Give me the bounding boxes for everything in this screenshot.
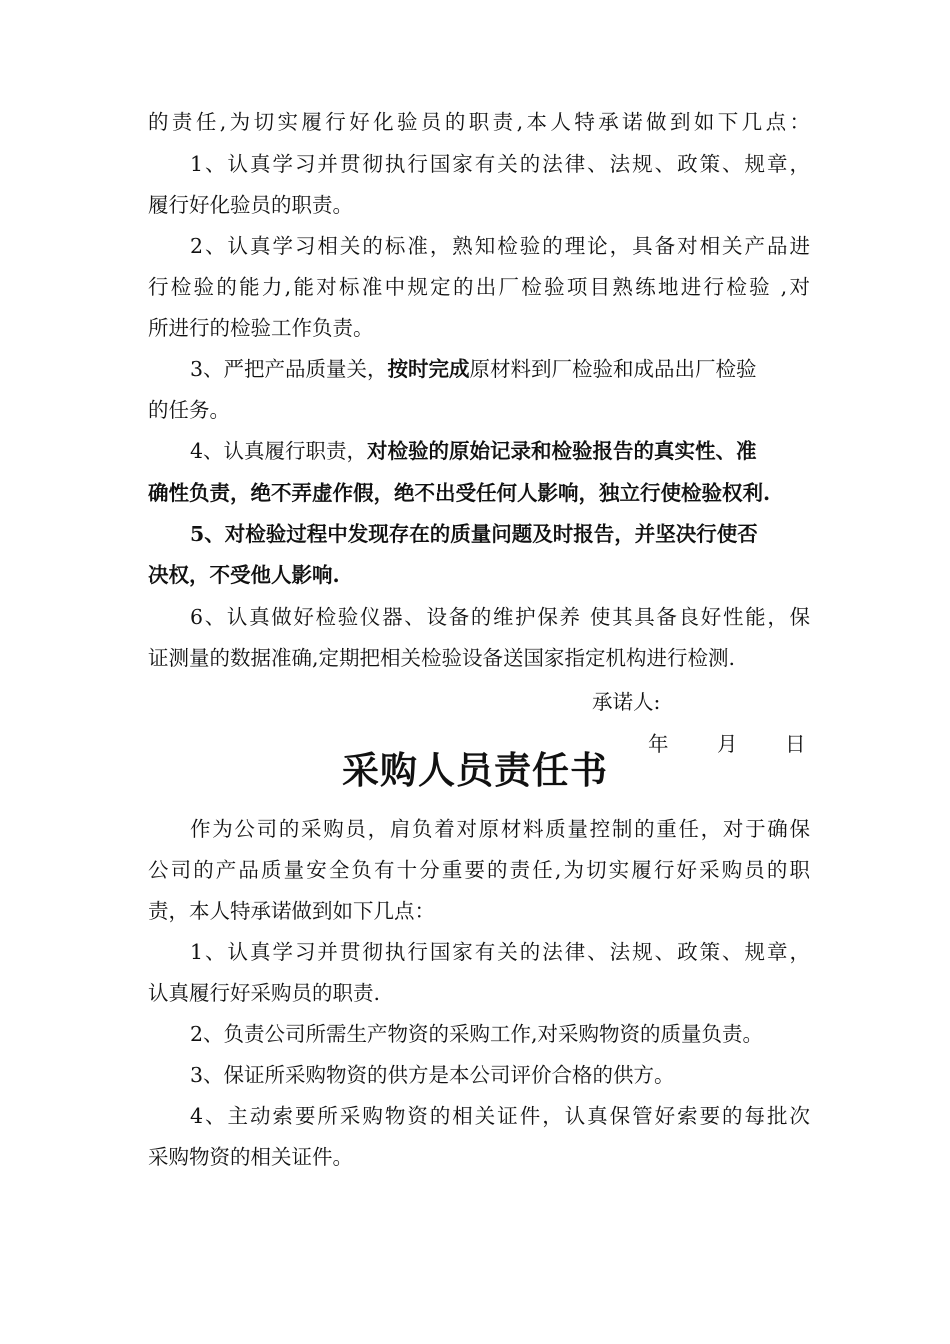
text-line	[190, 1020, 810, 1048]
text-line	[190, 355, 810, 383]
text-segment: 2、认真学习相关的标准，熟知检验的理论，具备对相关产品进	[190, 234, 810, 258]
text-line	[190, 1102, 810, 1130]
text-segment: 的责任,为切实履行好化验员的职责,本人特承诺做到如下几点：	[148, 110, 810, 134]
text-line	[190, 437, 810, 465]
text-line	[148, 856, 810, 884]
text-line	[190, 1061, 810, 1089]
text-segment: 3、保证所采购物资的供方是本公司评价合格的供方。	[190, 1063, 675, 1087]
text-line	[148, 561, 810, 589]
text-segment: 证测量的数据准确,定期把相关检验设备送国家指定机构进行检测.	[148, 646, 736, 670]
text-segment: 6、认真做好检验仪器、设备的维护保养 使其具备良好性能，保	[190, 605, 810, 629]
text-segment: 1、认真学习并贯彻执行国家有关的法律、法规、政策、规章，	[190, 152, 810, 176]
text-segment: 4、认真履行职责，	[190, 439, 368, 463]
text-segment: 3、严把产品质量关，	[190, 357, 388, 381]
text-line	[148, 479, 810, 507]
text-segment: 2、负责公司所需生产物资的采购工作,对采购物资的质量负责。	[190, 1022, 764, 1046]
text-segment: 履行好化验员的职责。	[148, 193, 353, 217]
text-line	[148, 396, 810, 424]
bold-text-segment: 5、对检验过程中发现存在的质量问题及时报告，并坚决行使否	[190, 522, 758, 546]
text-line	[190, 520, 810, 548]
text-line	[190, 232, 810, 260]
text-segment: 责，本人特承诺做到如下几点：	[148, 899, 435, 923]
text-line	[190, 603, 810, 631]
text-segment: 1、认真学习并贯彻执行国家有关的法律、法规、政策、规章，	[190, 940, 810, 964]
text-line	[148, 979, 810, 1007]
text-segment: 所进行的检验工作负责。	[148, 316, 374, 340]
text-line	[148, 191, 810, 219]
text-segment: 采购物资的相关证件。	[148, 1145, 353, 1169]
date-year: 年	[648, 732, 669, 756]
text-line	[148, 897, 810, 925]
date-month: 月	[717, 732, 738, 756]
document-title: 采购人员责任书	[342, 748, 608, 792]
signer-label: 承诺人:	[592, 690, 661, 714]
bold-text-segment: 确性负责，绝不弄虚作假，绝不出受任何人影响，独立行使检验权利.	[148, 481, 771, 505]
text-segment: 原材料到厂检验和成品出厂检验	[469, 357, 757, 381]
text-line	[148, 644, 810, 672]
text-line	[148, 1143, 810, 1171]
text-segment: 的任务。	[148, 398, 230, 422]
text-line	[190, 150, 810, 178]
text-segment: 作为公司的采购员，肩负着对原材料质量控制的重任，对于确保	[190, 817, 810, 841]
text-line	[148, 273, 810, 301]
date-day: 日	[785, 732, 806, 756]
text-segment: 行检验的能力,能对标准中规定的出厂检验项目熟练地进行检验 ,对	[148, 275, 810, 299]
text-line	[190, 938, 810, 966]
text-segment: 公司的产品质量安全负有十分重要的责任,为切实履行好采购员的职	[148, 858, 810, 882]
bold-text-segment: 对检验的原始记录和检验报告的真实性、准	[367, 439, 757, 463]
text-segment: 4、主动索要所采购物资的相关证件，认真保管好索要的每批次	[190, 1104, 810, 1128]
text-line	[148, 108, 810, 136]
bold-text-segment: 按时完成	[387, 357, 470, 381]
bold-text-segment: 决权，不受他人影响.	[148, 563, 340, 587]
text-segment: 认真履行好采购员的职责.	[148, 981, 381, 1005]
text-line	[190, 815, 810, 843]
text-line	[148, 314, 810, 342]
